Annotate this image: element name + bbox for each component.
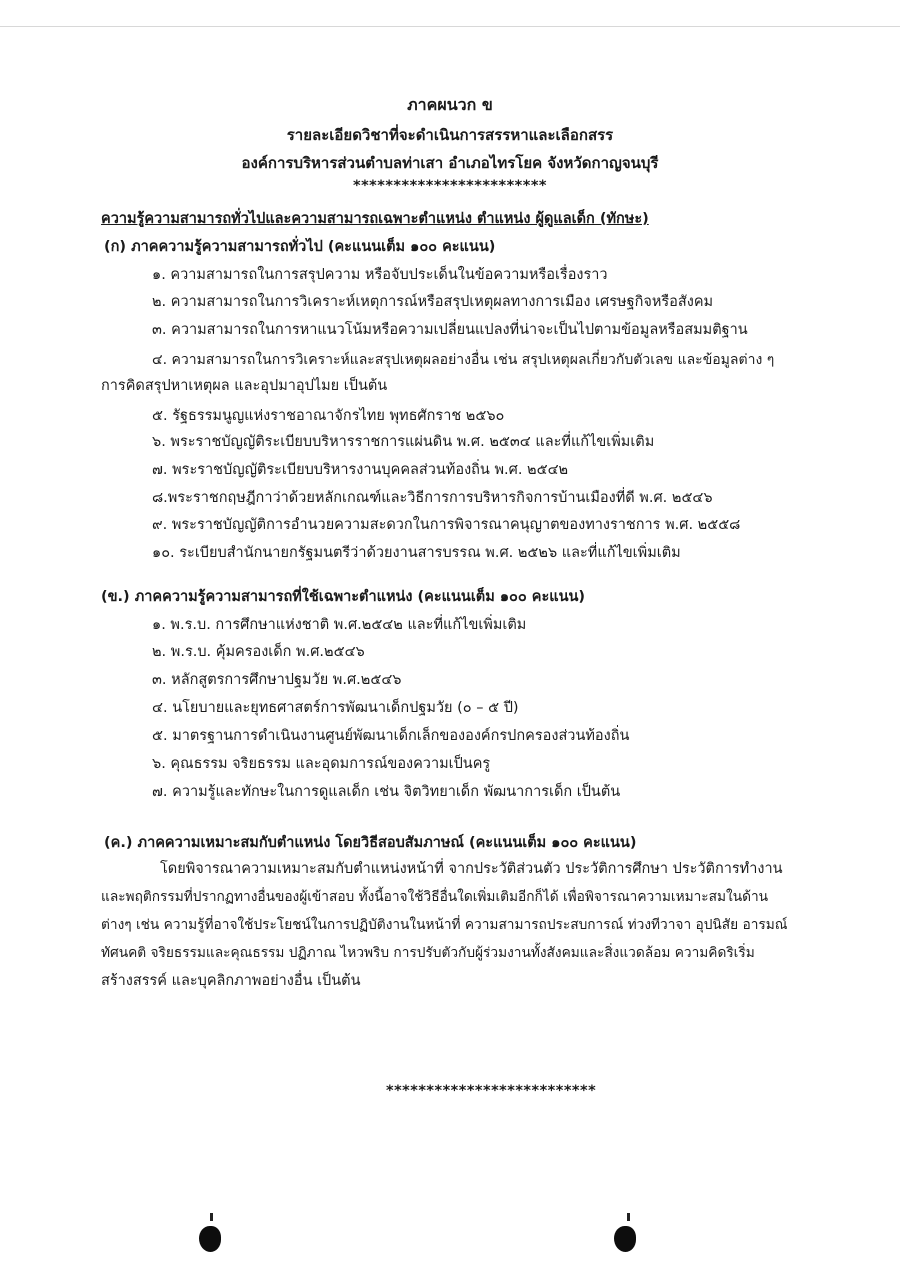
ink-mark-left: [199, 1226, 221, 1252]
appendix-subtitle: รายละเอียดวิชาที่จะดำเนินการสรรหาและเลือกสรร: [286, 126, 614, 144]
part-b-heading: (ข.) ภาคความรู้ความสามารถที่ใช้เฉพาะตำแหน่ง (คะแนนเต็ม ๑๐๐ คะแนน): [101, 589, 586, 605]
part-c-paragraph-line: สร้างสรรค์ และบุคลิกภาพอย่างอื่น เป็นต้น: [101, 973, 361, 989]
part-a-item: ๗. พระราชบัญญัติระเบียบบริหารงานบุคคลส่วนท้องถิ่น พ.ศ. ๒๕๔๒: [152, 462, 569, 478]
part-b-item: ๑. พ.ร.บ. การศึกษาแห่งชาติ พ.ศ.๒๕๔๒ และที่แก้ไขเพิ่มเติม: [152, 617, 527, 633]
part-b-item: ๒. พ.ร.บ. คุ้มครองเด็ก พ.ศ.๒๕๔๖: [152, 644, 365, 660]
part-b-item: ๓. หลักสูตรการศึกษาปฐมวัย พ.ศ.๒๕๔๖: [152, 672, 402, 688]
part-a-item: ๖. พระราชบัญญัติระเบียบบริหารราชการแผ่นดิน พ.ศ. ๒๕๓๔ และที่แก้ไขเพิ่มเติม: [152, 434, 655, 450]
section-heading: ความรู้ความสามารถทั่วไปและความสามารถเฉพาะตำแหน่ง ตำแหน่ง ผู้ดูแลเด็ก (ทักษะ): [101, 211, 649, 227]
part-a-item: ๓. ความสามารถในการหาแนวโน้มหรือความเปลี่ยนแปลงที่น่าจะเป็นไปตามข้อมูลหรือสมมติฐาน: [152, 322, 748, 338]
ink-mark-right-tail: [627, 1213, 630, 1221]
part-a-item: ๒. ความสามารถในการวิเคราะห์เหตุการณ์หรือสรุปเหตุผลทางการเมือง เศรษฐกิจหรือสังคม: [152, 294, 714, 310]
part-a-item: ๔. ความสามารถในการวิเคราะห์และสรุปเหตุผลอย่างอื่น เช่น สรุปเหตุผลเกี่ยวกับตัวเลข และข้อมูลต่าง ๆ: [152, 352, 775, 368]
part-b-item: ๗. ความรู้และทักษะในการดูแลเด็ก เช่น จิตวิทยาเด็ก พัฒนาการเด็ก เป็นต้น: [152, 784, 621, 800]
part-b-item: ๕. มาตรฐานการดำเนินงานศูนย์พัฒนาเด็กเล็กขององค์กรปกครองส่วนท้องถิ่น: [152, 728, 630, 744]
ink-mark-left-tail: [210, 1213, 213, 1221]
part-c-paragraph-line: โดยพิจารณาความเหมาะสมกับตำแหน่งหน้าที่ จากประวัติส่วนตัว ประวัติการศึกษา ประวัติการทำงาน: [160, 861, 783, 877]
header-stars-divider: ************************: [353, 178, 547, 194]
ink-mark-right: [614, 1226, 636, 1252]
part-c-paragraph-line: และพฤติกรรมที่ปรากฏทางอื่นของผู้เข้าสอบ ทั้งนี้อาจใช้วิธีอื่นใดเพิ่มเติมอีกก็ได้ เพื่อพิจารณาความเหมาะสมในด้าน: [101, 889, 769, 905]
organization-line: องค์การบริหารส่วนตำบลท่าเสา อำเภอไทรโยค จังหวัดกาญจนบุรี: [241, 154, 659, 172]
part-c-heading: (ค.) ภาคความเหมาะสมกับตำแหน่ง โดยวิธีสอบสัมภาษณ์ (คะแนนเต็ม ๑๐๐ คะแนน): [104, 835, 637, 851]
part-c-paragraph-line: ทัศนคติ จริยธรรมและคุณธรรม ปฏิภาณ ไหวพริบ การปรับตัวกับผู้ร่วมงานทั้งสังคมและสิ่งแวดล้อม ความคิดริเริ่ม: [101, 945, 755, 961]
part-a-heading: (ก) ภาคความรู้ความสามารถทั่วไป (คะแนนเต็ม ๑๐๐ คะแนน): [104, 239, 496, 255]
part-a-item: ๑. ความสามารถในการสรุปความ หรือจับประเด็นในข้อความหรือเรื่องราว: [152, 267, 608, 283]
part-a-item: ๘.พระราชกฤษฎีกาว่าด้วยหลักเกณฑ์และวิธีการการบริหารกิจการบ้านเมืองที่ดี พ.ศ. ๒๕๔๖: [152, 490, 713, 506]
part-b-item: ๖. คุณธรรม จริยธรรม และอุดมการณ์ของความเป็นครู: [152, 756, 491, 772]
page-top-edge: [0, 26, 900, 27]
part-a-item: ๙. พระราชบัญญัติการอำนวยความสะดวกในการพิจารณาคนุญาตของทางราชการ พ.ศ. ๒๕๕๘: [152, 517, 741, 533]
part-c-paragraph-line: ต่างๆ เช่น ความรู้ที่อาจใช้ประโยชน์ในการปฏิบัติงานในหน้าที่ ความสามารถประสบการณ์ ท่วงทีวาจา อุปนิสัย อารมณ์: [101, 917, 788, 933]
footer-stars-divider: **************************: [386, 1083, 597, 1099]
part-b-item: ๔. นโยบายและยุทธศาสตร์การพัฒนาเด็กปฐมวัย (๐ – ๕ ปี): [152, 700, 519, 716]
part-a-item: ๑๐. ระเบียบสำนักนายกรัฐมนตรีว่าด้วยงานสารบรรณ พ.ศ. ๒๕๒๖ และที่แก้ไขเพิ่มเติม: [152, 545, 681, 561]
appendix-title: ภาคผนวก ข: [407, 95, 493, 114]
part-a-item-continuation: การคิดสรุปหาเหตุผล และอุปมาอุปไมย เป็นต้น: [101, 378, 388, 394]
part-a-item: ๕. รัฐธรรมนูญแห่งราชอาณาจักรไทย พุทธศักราช ๒๕๖๐: [152, 408, 505, 424]
